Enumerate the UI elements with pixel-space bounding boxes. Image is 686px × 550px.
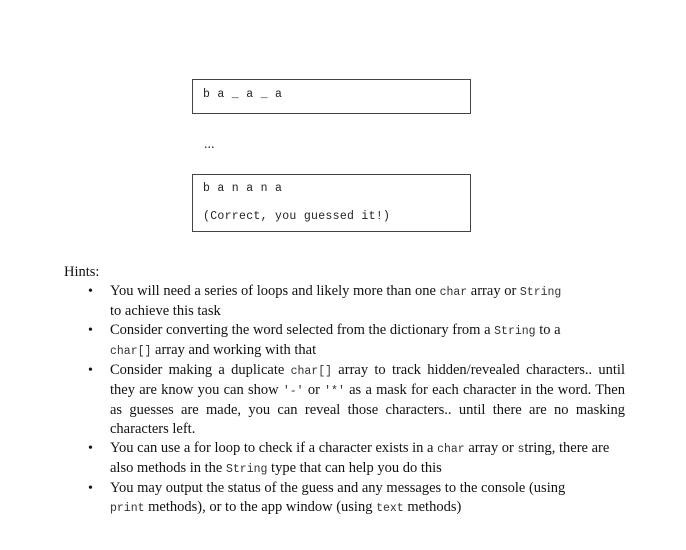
hint-text: Consider making a duplicate [110, 362, 291, 378]
hint-item-2 [0, 321, 625, 361]
masked-word-box [192, 79, 471, 114]
code-s: s [517, 443, 525, 456]
bullet-icon: • [88, 441, 93, 456]
bullet-icon: • [88, 323, 93, 338]
hint-item-4 [0, 439, 625, 479]
code-char-array: char[] [290, 365, 333, 378]
code-string: String [494, 325, 536, 338]
bullet-icon: • [88, 284, 93, 299]
code-print: print [110, 502, 145, 515]
solved-word-box [192, 174, 471, 232]
masked-word-text: b a _ a _ a [203, 88, 283, 101]
code-char-array: char[] [110, 345, 152, 358]
bullet-icon: • [88, 481, 93, 496]
hint-item-5 [0, 479, 625, 518]
hint-text: array and working with that [151, 342, 317, 358]
hint-text: to a [535, 322, 561, 338]
hint-text: methods) [403, 499, 462, 515]
solved-word-text: b a n a n a [203, 182, 283, 195]
bullet-icon: • [88, 363, 93, 378]
code-dash-mask: '-' [282, 385, 304, 398]
hint-text: array or [464, 440, 518, 456]
hint-text: or [303, 382, 325, 398]
code-string: String [226, 463, 268, 476]
success-message: (Correct, you guessed it!) [203, 210, 391, 223]
hint-item-3 [0, 361, 625, 439]
hint-text: type that can help you do this [267, 460, 442, 476]
code-char: char [437, 443, 465, 456]
ellipsis-text: ... [204, 137, 215, 152]
hint-text: You may output the status of the guess and any messages to the console (using [110, 480, 566, 496]
code-string: String [519, 286, 562, 299]
code-char: char [439, 286, 468, 299]
hint-text: as a mask for each character in the word. Then as guesses are made, you can reveal those characters.. until there are no masking characters left. [110, 382, 625, 437]
hint-text: Consider converting the word selected from the dictionary from a [110, 322, 495, 338]
code-star-mask: '*' [324, 385, 345, 398]
hint-text: array to track hidden/revealed characters.. until they are know you can show [110, 362, 625, 398]
hint-text: You can use a for loop to check if a character exists in a [110, 440, 438, 456]
hint-text: to achieve this task [110, 303, 221, 319]
hint-text: methods), or to the app window (using [144, 499, 377, 515]
hints-heading: Hints: [64, 264, 100, 280]
code-text: text [376, 502, 404, 515]
hint-item-1 [0, 282, 625, 321]
hint-text: tring, there are also methods in the [110, 440, 610, 476]
hints-list [0, 282, 686, 518]
hint-text: array or [467, 283, 520, 299]
hint-text: You will need a series of loops and likely more than one [110, 283, 440, 299]
